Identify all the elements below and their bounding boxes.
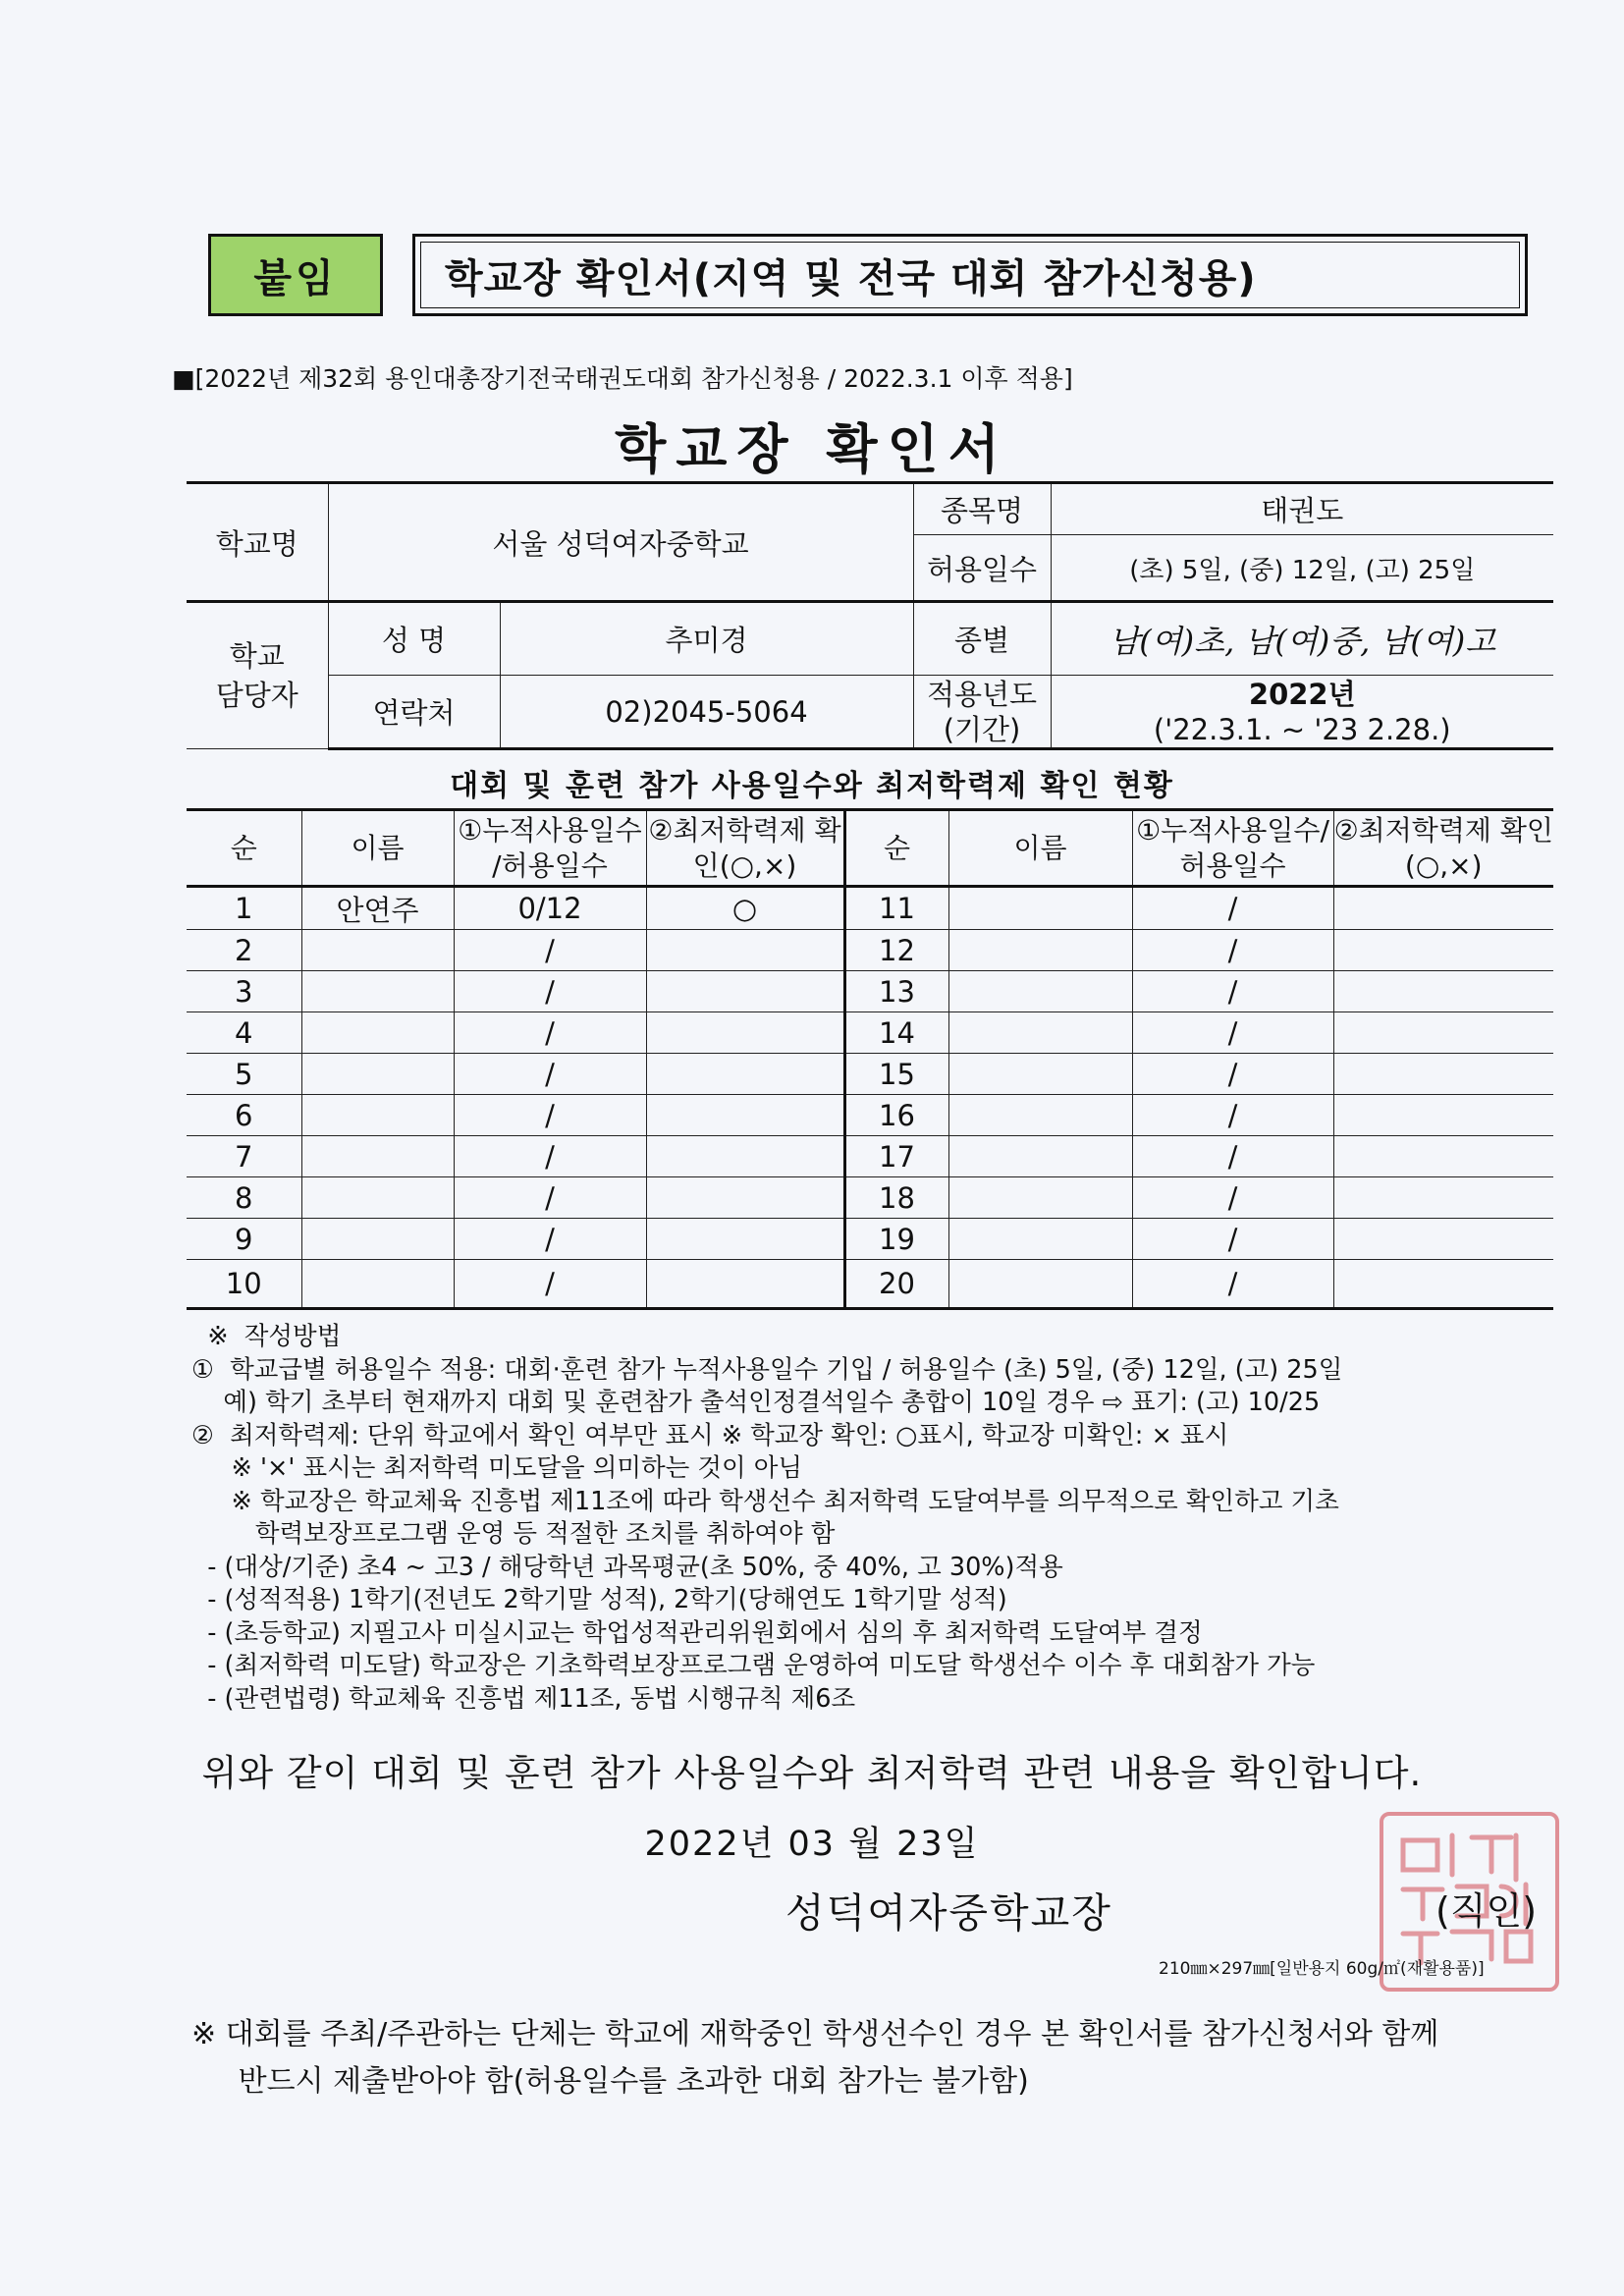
confirmation-statement: 위와 같이 대회 및 훈련 참가 사용일수와 최저학력 관련 내용을 확인합니다. <box>201 1752 1423 1794</box>
row-number-cell: 13 <box>844 971 948 1012</box>
table-row <box>187 1219 1553 1260</box>
manager-label-line1: 학교 <box>229 639 285 673</box>
row-name-cell <box>948 1012 1132 1054</box>
row-check-cell: ○ <box>646 887 844 930</box>
info-table <box>187 481 1553 750</box>
table-row <box>187 930 1553 971</box>
paper-size-note: 210㎜×297㎜[일반용지 60g/㎡(재활용품)] <box>1159 1959 1485 1979</box>
name-value: 추미경 <box>500 602 913 676</box>
row-days-cell: / <box>454 1219 646 1260</box>
row-number-cell: 17 <box>844 1136 948 1177</box>
row-days-cell: / <box>1132 1136 1333 1177</box>
row-name-cell <box>948 1177 1132 1219</box>
footnote-line2: 반드시 제출받아야 함(허용일수를 초과한 대회 참가는 불가함) <box>191 2064 1029 2099</box>
year-label-line2: (기간) <box>943 712 1021 746</box>
instruction-line: 예) 학기 초부터 현재까지 대회 및 훈련참가 출석인정결석일수 총합이 10일 경우 ⇨ 표기: (고) 10/25 <box>191 1388 1321 1417</box>
attachment-tag: 붙임 <box>208 234 383 316</box>
school-value: 서울 성덕여자중학교 <box>328 483 913 602</box>
row-check-cell <box>1333 1095 1553 1136</box>
row-days-cell: / <box>454 1095 646 1136</box>
row-name-cell <box>301 930 454 971</box>
footnote <box>191 2011 1566 2105</box>
row-days-cell: / <box>454 1054 646 1095</box>
row-name-cell <box>948 887 1132 930</box>
row-check-cell <box>1333 971 1553 1012</box>
header-check-right: ②최저학력제 확인(○,×) <box>1333 810 1553 887</box>
form-title-box <box>412 234 1528 316</box>
status-table <box>187 808 1553 1310</box>
row-number-cell: 14 <box>844 1012 948 1054</box>
row-days-cell: / <box>1132 887 1333 930</box>
header-no-right: 순 <box>844 810 948 887</box>
section-title: 대회 및 훈련 참가 사용일수와 최저학력제 확인 현황 <box>450 769 1174 803</box>
category-value: 남(여)초, 남(여)중, 남(여)고 <box>1051 602 1553 676</box>
row-number-cell: 9 <box>187 1219 301 1260</box>
instructions <box>191 1321 1566 1716</box>
table-header-row <box>187 810 1553 887</box>
instruction-line: - (관련법령) 학교체육 진흥법 제11조, 동법 시행규칙 제6조 <box>191 1683 856 1714</box>
row-check-cell <box>646 1012 844 1054</box>
table-row <box>187 887 1553 930</box>
row-name-cell <box>301 1095 454 1136</box>
row-days-cell: / <box>454 930 646 971</box>
row-number-cell: 5 <box>187 1054 301 1095</box>
row-days-cell: / <box>1132 1219 1333 1260</box>
row-name-cell <box>301 1012 454 1054</box>
row-days-cell: / <box>1132 971 1333 1012</box>
school-label: 학교명 <box>187 483 328 602</box>
name-label: 성 명 <box>328 602 500 676</box>
row-days-cell: / <box>454 1012 646 1054</box>
instruction-line: ※ 학교장은 학교체육 진흥법 제11조에 따라 학생선수 최저학력 도달여부를 의무적으로 확인하고 기초 <box>191 1486 1339 1516</box>
table-row <box>187 1177 1553 1219</box>
seal-label: (직인) <box>1435 1889 1538 1933</box>
instruction-line: ※ 작성방법 <box>191 1322 342 1351</box>
row-name-cell <box>948 1054 1132 1095</box>
row-name-cell <box>948 1095 1132 1136</box>
row-number-cell: 10 <box>187 1260 301 1309</box>
row-name-cell <box>301 1054 454 1095</box>
instruction-line: ※ '×' 표시는 최저학력 미도달을 의미하는 것이 아님 <box>191 1453 803 1483</box>
footnote-line1: ※ 대회를 주최/주관하는 단체는 학교에 재학중인 학생선수인 경우 본 확인서를 참가신청서와 함께 <box>191 2017 1439 2051</box>
row-check-cell <box>646 1136 844 1177</box>
row-check-cell <box>1333 1054 1553 1095</box>
event-label: 종목명 <box>913 483 1051 535</box>
header-name-left: 이름 <box>301 810 454 887</box>
category-label: 종별 <box>913 602 1051 676</box>
row-days-cell: / <box>1132 930 1333 971</box>
year-value-line1: 2022년 <box>1248 677 1356 711</box>
header-check-left: ②최저학력제 확인(○,×) <box>646 810 844 887</box>
instruction-line: - (최저학력 미도달) 학교장은 기초학력보장프로그램 운영하여 미도달 학생선수 이수 후 대회참가 가능 <box>191 1651 1316 1680</box>
row-name-cell <box>948 1260 1132 1309</box>
instruction-line: 학력보장프로그램 운영 등 적절한 조치를 취하여야 함 <box>191 1519 836 1549</box>
year-value-line2: ('22.3.1. ~ '23 2.28.) <box>1153 712 1451 746</box>
instruction-line: ② 최저학력제: 단위 학교에서 확인 여부만 표시 ※ 학교장 확인: ○표시, 학교장 미확인: × 표시 <box>191 1420 1229 1450</box>
year-value <box>1051 676 1553 749</box>
table-row <box>187 1054 1553 1095</box>
header-days-right: ①누적사용일수/ 허용일수 <box>1132 810 1333 887</box>
row-check-cell <box>1333 930 1553 971</box>
row-number-cell: 4 <box>187 1012 301 1054</box>
row-name-cell <box>301 1177 454 1219</box>
instruction-line: - (대상/기준) 초4 ~ 고3 / 해당학년 과목평균(초 50%, 중 40%, 고 30%)적용 <box>191 1552 1063 1582</box>
row-name-cell <box>301 1219 454 1260</box>
row-days-cell: 0/12 <box>454 887 646 930</box>
row-days-cell: / <box>1132 1095 1333 1136</box>
instruction-line: - (초등학교) 지필고사 미실시교는 학업성적관리위원회에서 심의 후 최저학력 도달여부 결정 <box>191 1617 1203 1648</box>
instruction-line: - (성적적용) 1학기(전년도 2학기말 성적), 2학기(당해연도 1학기말 성적) <box>191 1585 1007 1614</box>
row-name-cell <box>948 1219 1132 1260</box>
row-number-cell: 1 <box>187 887 301 930</box>
table-row <box>187 1260 1553 1309</box>
header-name-right: 이름 <box>948 810 1132 887</box>
row-number-cell: 15 <box>844 1054 948 1095</box>
row-days-cell: / <box>454 1136 646 1177</box>
principal-name: 성덕여자중학교장 <box>785 1889 1112 1937</box>
table-row <box>187 1136 1553 1177</box>
header-no-left: 순 <box>187 810 301 887</box>
row-days-cell: / <box>1132 1177 1333 1219</box>
row-check-cell <box>1333 1177 1553 1219</box>
contact-value: 02)2045-5064 <box>500 676 913 749</box>
form-title: 학교장 확인서(지역 및 전국 대회 참가신청용) <box>445 255 1257 301</box>
contact-label: 연락처 <box>328 676 500 749</box>
year-label <box>913 676 1051 749</box>
year-label-line1: 적용년도 <box>926 677 1038 711</box>
row-number-cell: 8 <box>187 1177 301 1219</box>
row-days-cell: / <box>1132 1260 1333 1309</box>
row-check-cell <box>646 1260 844 1309</box>
row-days-cell: / <box>454 971 646 1012</box>
row-days-cell: / <box>1132 1054 1333 1095</box>
table-row <box>187 1012 1553 1054</box>
row-days-cell: / <box>454 1177 646 1219</box>
row-check-cell <box>1333 1136 1553 1177</box>
event-value: 태권도 <box>1051 483 1553 535</box>
row-name-cell <box>948 1136 1132 1177</box>
row-number-cell: 16 <box>844 1095 948 1136</box>
manager-label-line2: 담당자 <box>215 679 298 712</box>
row-check-cell <box>646 930 844 971</box>
row-name-cell <box>301 971 454 1012</box>
row-check-cell <box>646 1054 844 1095</box>
row-check-cell <box>646 1177 844 1219</box>
form-subtitle: ■[2022년 제32회 용인대총장기전국태권도대회 참가신청용 / 2022.3.1 이후 적용] <box>172 364 1073 393</box>
row-check-cell <box>646 1219 844 1260</box>
table-row <box>187 1095 1553 1136</box>
row-number-cell: 19 <box>844 1219 948 1260</box>
row-number-cell: 6 <box>187 1095 301 1136</box>
row-name-cell: 안연주 <box>301 887 454 930</box>
allowed-days-value: (초) 5일, (중) 12일, (고) 25일 <box>1051 535 1553 602</box>
signed-date: 2022년 03 월 23일 <box>644 1825 980 1864</box>
row-number-cell: 11 <box>844 887 948 930</box>
table-row <box>187 971 1553 1012</box>
row-days-cell: / <box>454 1260 646 1309</box>
manager-label <box>187 602 328 749</box>
row-check-cell <box>1333 1260 1553 1309</box>
row-check-cell <box>1333 887 1553 930</box>
row-name-cell <box>948 930 1132 971</box>
row-name-cell <box>301 1136 454 1177</box>
row-check-cell <box>646 971 844 1012</box>
row-days-cell: / <box>1132 1012 1333 1054</box>
instruction-line: ① 학교급별 허용일수 적용: 대회·훈련 참가 누적사용일수 기입 / 허용일수 (초) 5일, (중) 12일, (고) 25일 <box>191 1354 1343 1385</box>
row-check-cell <box>1333 1012 1553 1054</box>
document-title: 학교장 확인서 <box>615 418 1009 480</box>
row-number-cell: 2 <box>187 930 301 971</box>
row-number-cell: 3 <box>187 971 301 1012</box>
row-number-cell: 18 <box>844 1177 948 1219</box>
row-name-cell <box>301 1260 454 1309</box>
row-check-cell <box>646 1095 844 1136</box>
allowed-days-label: 허용일수 <box>913 535 1051 602</box>
row-number-cell: 12 <box>844 930 948 971</box>
header-days-left: ①누적사용일수 /허용일수 <box>454 810 646 887</box>
row-check-cell <box>1333 1219 1553 1260</box>
row-name-cell <box>948 971 1132 1012</box>
row-number-cell: 20 <box>844 1260 948 1309</box>
row-number-cell: 7 <box>187 1136 301 1177</box>
